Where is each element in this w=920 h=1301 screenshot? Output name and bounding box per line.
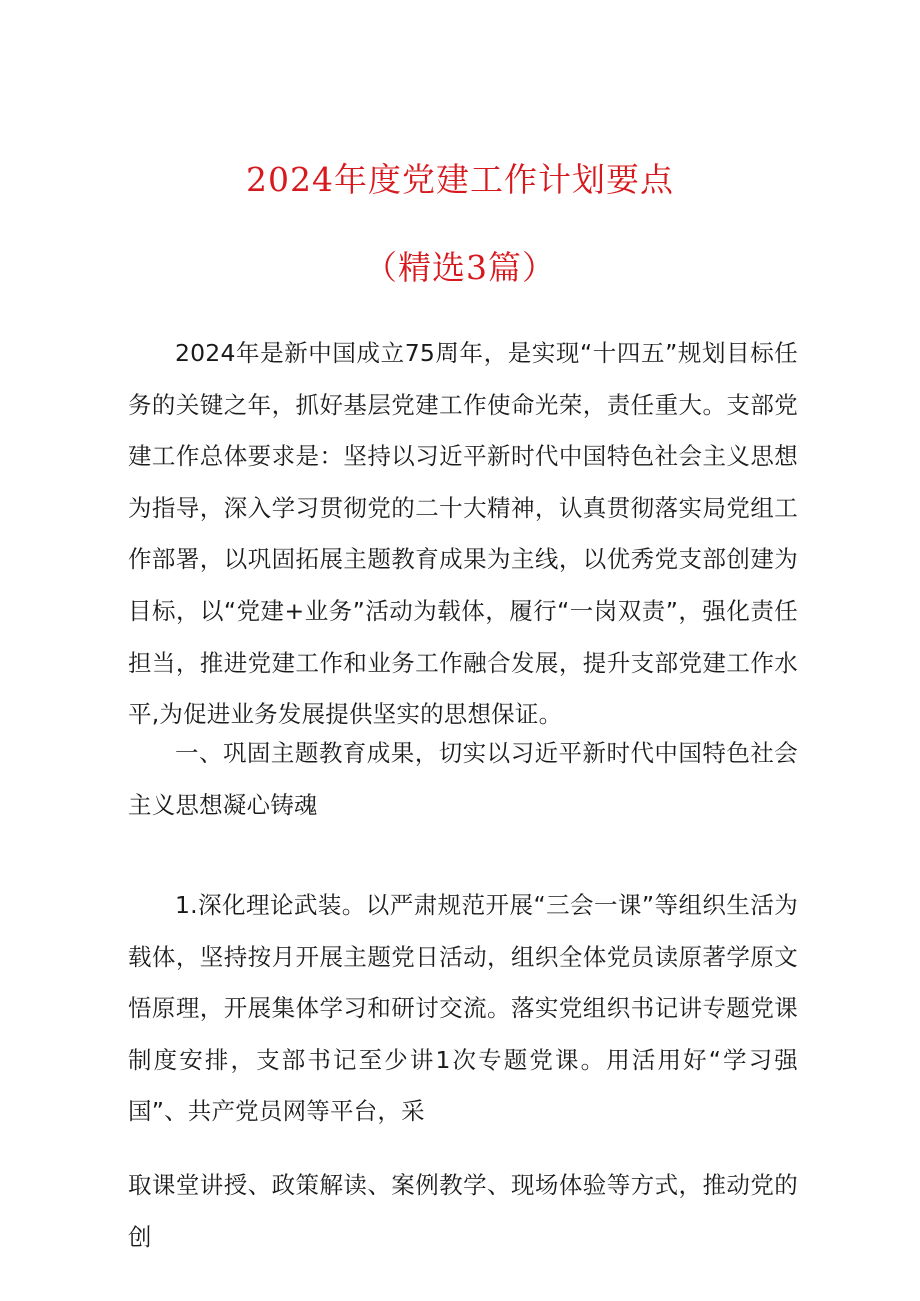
section-heading-1: 一、巩固主题教育成果，切实以习近平新时代中国特色社会主义思想凝心铸魂: [128, 739, 798, 819]
intro-paragraph: 2024年是新中国成立75周年，是实现“十四五”规划目标任务的关键之年，抓好基层党建工作使命光荣，责任重大。支部党建工作总体要求是：坚持以习近平新时代中国特色社会主义思想为指导，深入学习贯彻党的二十大精神，认真贯彻落实局党组工作部署，以巩固拓展主题教育成果为主线，以优秀党支部创建为目标，以“党建+业务”活动为载体，履行“一岗双责”，强化责任担当，推进党建工作和业务工作融合发展，提升支部党建工作水平,为促进业务发展提供坚实的思想保证。: [128, 339, 798, 729]
item-paragraph-1: 1.深化理论武装。以严肃规范开展“三会一课”等组织生活为载体，坚持按月开展主题党日活动，组织全体党员读原著学原文悟原理，开展集体学习和研讨交流。落实党组织书记讲专题党课制度安排，支部书记至少讲1次专题党课。用活用好“学习强国”、共产党员网等平台，采: [128, 891, 798, 1126]
continuation-paragraph: 取课堂讲授、政策解读、案例教学、现场体验等方式，推动党的创: [128, 1171, 798, 1251]
document-subtitle: （精选3篇）: [364, 248, 556, 287]
document-title: 2024年度党建工作计划要点: [246, 160, 674, 199]
